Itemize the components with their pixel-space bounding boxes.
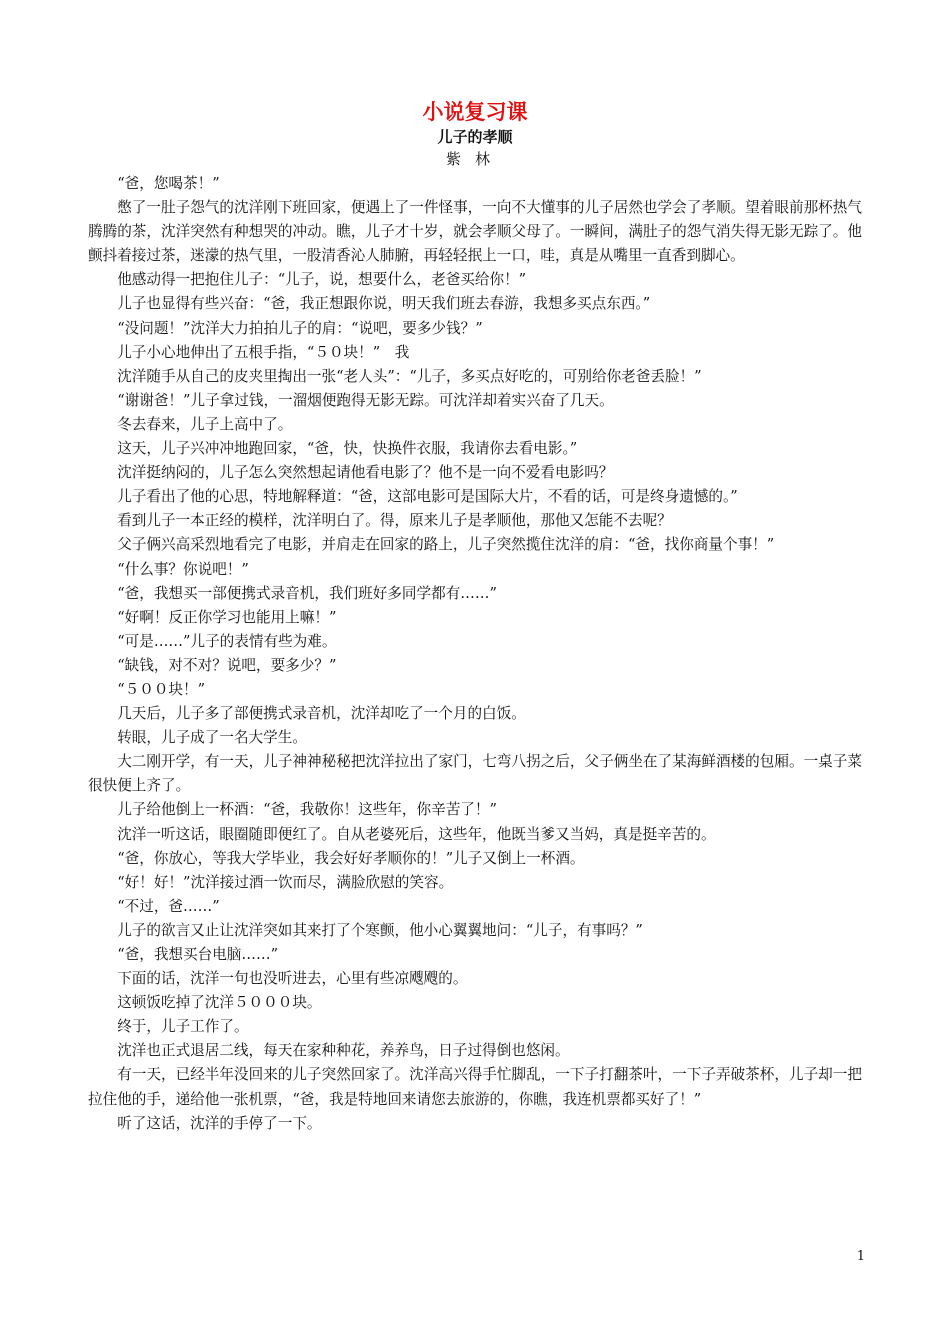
paragraph: “爸，你放心，等我大学毕业，我会好好孝顺你的！”儿子又倒上一杯酒。 <box>117 849 585 867</box>
paragraph: 儿子小心地伸出了五根手指，“５０块！” 我 <box>117 343 410 361</box>
paragraph: “什么事？你说吧！” <box>117 560 249 578</box>
paragraph: 冬去春来，儿子上高中了。 <box>117 415 293 433</box>
paragraph: 这天，儿子兴冲冲地跑回家，“爸，快，快换件衣服，我请你去看电影。” <box>117 440 578 458</box>
paragraph: “好啊！反正你学习也能用上嘛！” <box>117 608 337 626</box>
paragraph: “爸，我想买一部便携式录音机，我们班好多同学都有……” <box>117 584 497 602</box>
paragraph: “不过，爸……” <box>117 897 220 915</box>
paragraph: 沈洋挺纳闷的，儿子怎么突然想起请他看电影了？他不是一向不爱看电影吗？ <box>117 464 614 482</box>
paragraph: 沈洋随手从自己的皮夹里掏出一张“老人头”：“儿子，多买点好吃的，可别给你老爸丢脸！” <box>117 367 702 385</box>
author-name: 紫林 <box>445 150 504 168</box>
paragraph: “没问题！”沈洋大力拍拍儿子的肩：“说吧，要多少钱？” <box>117 319 483 337</box>
paragraph: 儿子给他倒上一杯酒：“爸，我敬你！这些年，你辛苦了！” <box>117 801 497 819</box>
paragraph: 他感动得一把抱住儿子：“儿子，说，想要什么，老爸买给你！” <box>117 271 527 289</box>
paragraph: 儿子也显得有些兴奋：“爸，我正想跟你说，明天我们班去春游，我想多买点东西。” <box>117 295 651 313</box>
paragraph: 下面的话，沈洋一句也没听进去，心里有些凉飕飕的。 <box>117 970 468 988</box>
paragraph: 这顿饭吃掉了沈洋５０００块。 <box>117 994 322 1012</box>
paragraph: 沈洋一听这话，眼圈随即便红了。自从老婆死后，这些年，他既当爹又当妈，真是挺辛苦的。 <box>117 825 716 843</box>
story-title: 儿子的孝顺 <box>437 128 513 146</box>
paragraph: 父子俩兴高采烈地看完了电影，并肩走在回家的路上，儿子突然揽住沈洋的肩：“爸，找你商量个事！” <box>117 536 775 554</box>
paragraph: 有一天，已经半年没回来的儿子突然回家了。沈洋高兴得手忙脚乱，一下子打翻茶叶，一下子弄破茶杯，儿子却一把拉住他的手，递给他一张机票，“爸，我是特地回来请您去旅游的，你瞧，我连机票都买好了！” <box>88 1066 862 1108</box>
paragraph: 终于，儿子工作了。 <box>117 1018 249 1036</box>
paragraph: 憋了一肚子怨气的沈洋刚下班回家，便遇上了一件怪事，一向不大懂事的儿子居然也学会了孝顺。望着眼前那杯热气腾腾的茶，沈洋突然有种想哭的冲动。瞧，儿子才十岁，就会孝顺父母了。一瞬间，满肚子的怨气消失得无影无踪了。他颤抖着接过茶，迷濛的热气里，一股清香沁人肺腑，再轻轻抿上一口，哇，真是从嘴里一直香到脚心。 <box>88 199 862 265</box>
paragraph: “爸，我想买台电脑……” <box>117 946 279 963</box>
paragraph: 几天后，儿子多了部便携式录音机，沈洋却吃了一个月的白饭。 <box>117 705 526 723</box>
document-title: 小说复习课 <box>422 100 528 124</box>
paragraph: 大二刚开学，有一天，儿子神神秘秘把沈洋拉出了家门，七弯八拐之后，父子俩坐在了某海鲜酒楼的包厢。一桌子菜很快便上齐了。 <box>88 753 862 795</box>
paragraph: “爸，您喝茶！” <box>117 175 220 192</box>
paragraph: “缺钱，对不对？说吧，要多少？” <box>117 656 337 674</box>
paragraph: 儿子看出了他的心思，特地解释道：“爸，这部电影可是国际大片，不看的话，可是终身遗憾的。” <box>117 488 738 506</box>
story-body <box>88 172 862 1136</box>
paragraph: 看到儿子一本正经的模样，沈洋明白了。得，原来儿子是孝顺他，那他又怎能不去呢？ <box>117 512 672 530</box>
paragraph: 沈洋也正式退居二线，每天在家种种花，养养鸟，日子过得倒也悠闲。 <box>117 1042 570 1060</box>
paragraph: “可是……”儿子的表情有些为难。 <box>117 632 337 650</box>
page-number: 1 <box>856 1249 865 1264</box>
paragraph: “谢谢爸！”儿子拿过钱，一溜烟便跑得无影无踪。可沈洋却着实兴奋了几天。 <box>117 391 614 409</box>
paragraph: “好！好！”沈洋接过酒一饮而尽，满脸欣慰的笑容。 <box>117 873 454 891</box>
paragraph: 儿子的欲言又止让沈洋突如其来打了个寒颤，他小心翼翼地问：“儿子，有事吗？” <box>117 921 643 939</box>
paragraph: “５００块！” <box>117 680 206 698</box>
paragraph: 听了这话，沈洋的手停了一下。 <box>117 1114 322 1132</box>
paragraph: 转眼，儿子成了一名大学生。 <box>117 729 307 747</box>
